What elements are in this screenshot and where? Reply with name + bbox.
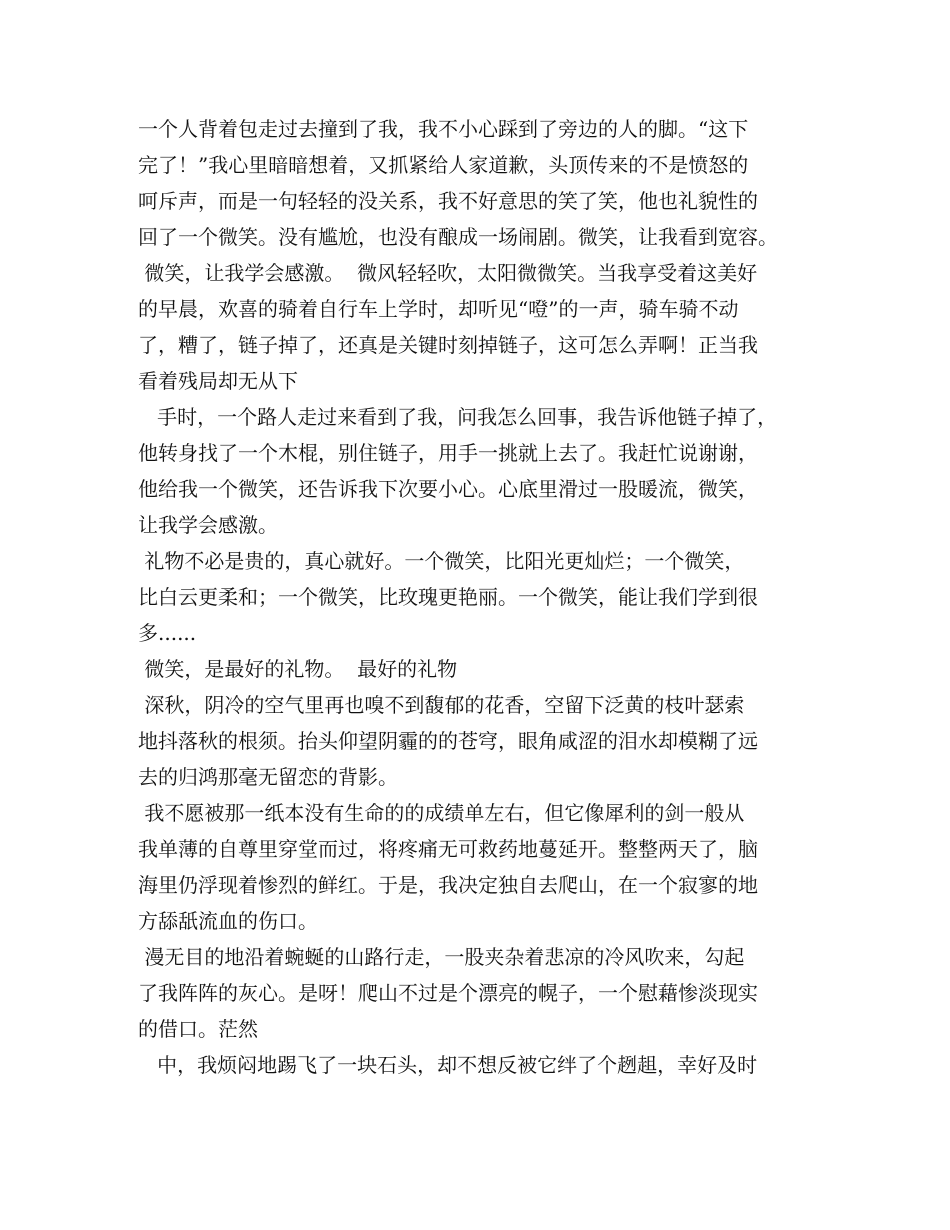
text-line: 手时，一个路人走过来看到了我，问我怎么回事，我告诉他链子掉了， xyxy=(138,405,778,429)
text-line: 中，我烦闷地踢飞了一块石头，却不想反被它绊了个趔趄，幸好及时 xyxy=(138,1053,758,1077)
text-line: 了，糟了，链子掉了，还真是关键时刻掉链子，这可怎么弄啊！正当我 xyxy=(138,333,758,357)
text-line: 我不愿被那一纸本没有生命的的成绩单左右，但它像犀利的剑一般从 xyxy=(138,801,745,825)
text-line: 多...... xyxy=(138,621,197,645)
document-body xyxy=(138,111,828,1083)
text-line: 的早晨，欢喜的骑着自行车上学时，却听见“噔”的一声，骑车骑不动 xyxy=(138,297,739,321)
text-line: 漫无目的地沿着蜿蜒的山路行走，一股夹杂着悲凉的冷风吹来，勾起 xyxy=(138,945,745,969)
text-line: 完了！”我心里暗暗想着，又抓紧给人家道歉，头顶传来的不是愤怒的 xyxy=(138,153,749,177)
text-line: 方舔舐流血的伤口。 xyxy=(138,909,318,933)
text-line: 海里仍浮现着惨烈的鲜红。于是，我决定独自去爬山，在一个寂寥的地 xyxy=(138,873,758,897)
text-line: 他给我一个微笑，还告诉我下次要小心。心底里滑过一股暖流，微笑， xyxy=(138,477,758,501)
text-line: 礼物不必是贵的，真心就好。一个微笑，比阳光更灿烂；一个微笑， xyxy=(138,549,745,573)
text-line: 回了一个微笑。没有尴尬，也没有酿成一场闹剧。微笑，让我看到宽容。 xyxy=(138,225,778,249)
text-line: 我单薄的自尊里穿堂而过，将疼痛无可救药地蔓延开。整整两天了，脑 xyxy=(138,837,758,861)
text-line: 他转身找了一个木棍，别住链子，用手一挑就上去了。我赶忙说谢谢， xyxy=(138,441,758,465)
text-line: 的借口。茫然 xyxy=(138,1017,258,1041)
text-line: 深秋，阴冷的空气里再也嗅不到馥郁的花香，空留下泛黄的枝叶瑟索 xyxy=(138,693,745,717)
text-line: 比白云更柔和；一个微笑，比玫瑰更艳丽。一个微笑，能让我们学到很 xyxy=(138,585,758,609)
text-line: 一个人背着包走过去撞到了我，我不小心踩到了旁边的人的脚。“这下 xyxy=(138,117,749,141)
text-line: 了我阵阵的灰心。是呀！爬山不过是个漂亮的幌子，一个慰藉惨淡现实 xyxy=(138,981,758,1005)
text-line: 看着残局却无从下 xyxy=(138,369,298,393)
text-line: 去的归鸿那毫无留恋的背影。 xyxy=(138,765,398,789)
text-line: 让我学会感激。 xyxy=(138,513,278,537)
text-line: 微笑，让我学会感激。 微风轻轻吹，太阳微微笑。当我享受着这美好 xyxy=(138,261,758,285)
text-line: 微笑，是最好的礼物。 最好的礼物 xyxy=(138,657,458,681)
text-line: 呵斥声，而是一句轻轻的没关系，我不好意思的笑了笑，他也礼貌性的 xyxy=(138,189,758,213)
text-line: 地抖落秋的根须。抬头仰望阴霾的的苍穹，眼角咸涩的泪水却模糊了远 xyxy=(138,729,758,753)
